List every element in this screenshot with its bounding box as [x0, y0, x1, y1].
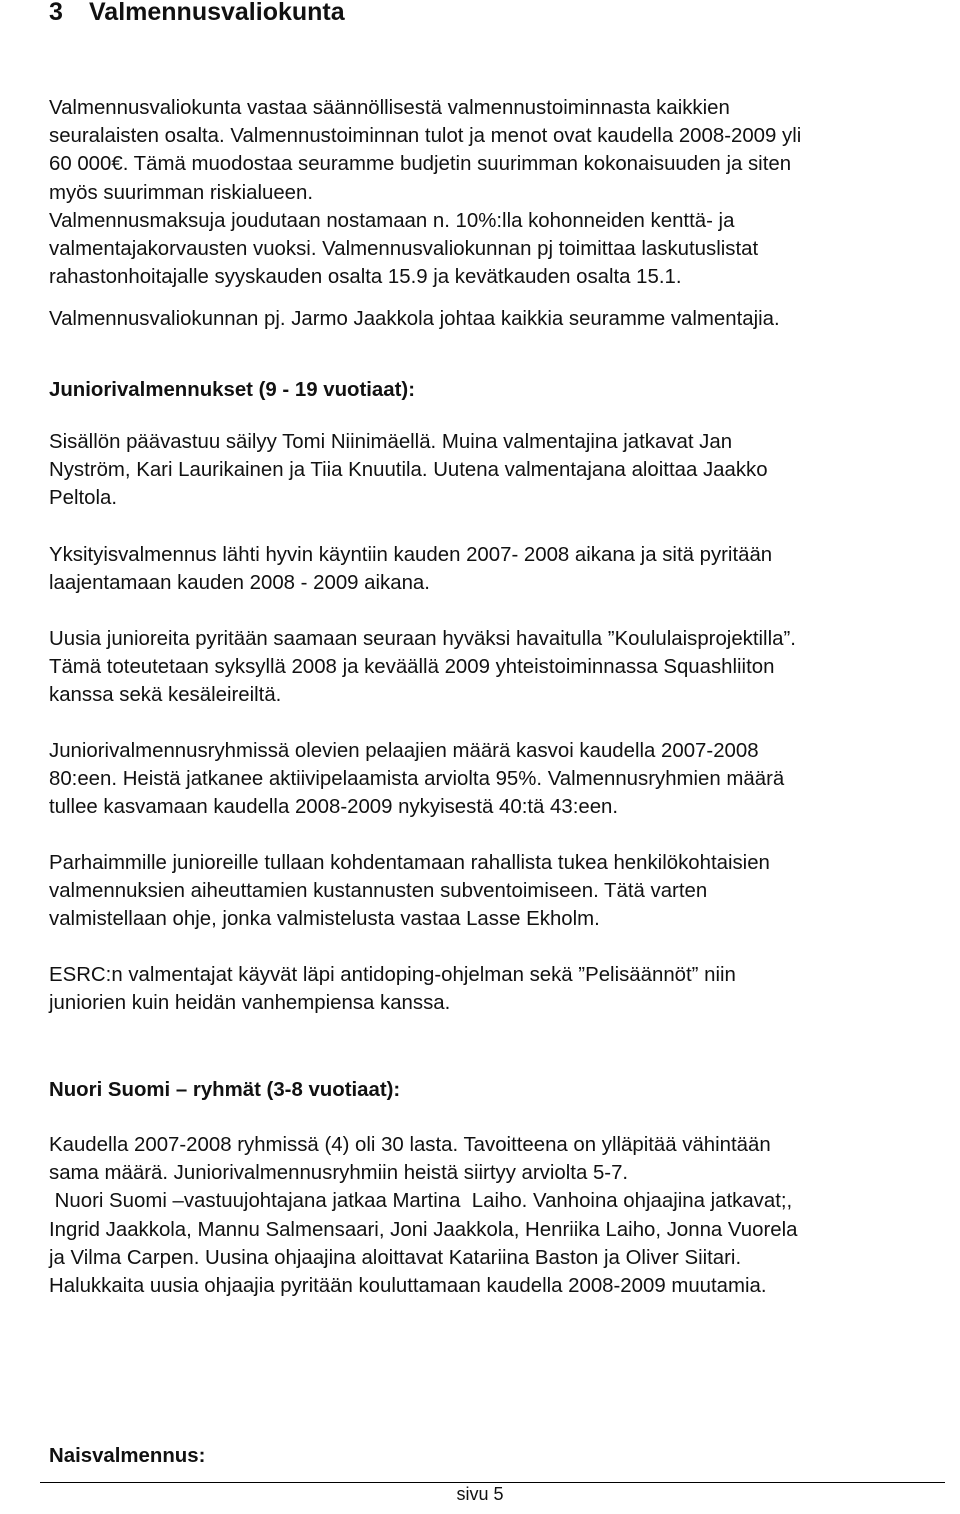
page-number: sivu 5 [456, 1484, 504, 1504]
text-line: 60 000€. Tämä muodostaa seuramme budjetin suurimman kokonaisuuden ja siten [49, 153, 792, 176]
text-line: Nuori Suomi –vastuujohtajana jatkaa Martina Laiho. Vanhoina ohjaajina jatkavat;, [49, 1190, 793, 1213]
text-line: tullee kasvamaan kaudella 2008-2009 nykyisestä 40:tä 43:een. [49, 796, 619, 819]
juniors-paragraph-groups [49, 737, 954, 822]
text-line: Juniorivalmennusryhmissä olevien pelaajien määrä kasvoi kaudella 2007-2008 [49, 740, 759, 762]
juniors-paragraph-antidoping [49, 961, 954, 1017]
text-line: myös suurimman riskialueen. [49, 181, 314, 204]
naisvalmennus-heading: Naisvalmennus: [49, 1445, 206, 1467]
text-line: kanssa sekä kesäleireiltä. [49, 684, 282, 707]
text-line: Nyström, Kari Laurikainen ja Tiia Knuutila. Uutena valmentajana aloittaa Jaakko [49, 459, 768, 482]
juniors-paragraph-support [49, 849, 954, 934]
text-line: Tämä toteutetaan syksyllä 2008 ja keväällä 2009 yhteistoiminnassa Squashliiton [49, 656, 775, 679]
text-line: sama määrä. Juniorivalmennusryhmiin heistä siirtyy arviolta 5-7. [49, 1162, 629, 1185]
text-line: Halukkaita uusia ohjaajia pyritään kouluttamaan kaudella 2008-2009 muutamia. [49, 1275, 767, 1298]
text-line: ja Vilma Carpen. Uusina ohjaajina aloittavat Katariina Baston ja Oliver Siitari. [49, 1246, 742, 1269]
section-heading [49, 0, 345, 27]
footer-divider [40, 1482, 945, 1483]
text-line: Peltola. [49, 487, 118, 510]
text-line: Kaudella 2007-2008 ryhmissä (4) oli 30 lasta. Tavoitteena on ylläpitää vähintään [49, 1134, 771, 1156]
text-line: seuralaisten osalta. Valmennustoiminnan tulot ja menot ovat kaudella 2008-2009 yli [49, 125, 802, 148]
text-line: valmennuksien aiheuttamien kustannusten subventoimiseen. Tätä varten [49, 880, 708, 903]
juniors-paragraph-coaches [49, 428, 954, 513]
text-line: Uusia junioreita pyritään saamaan seuraan hyväksi havaitulla ”Koululaisprojektilla”. [49, 628, 796, 650]
text-line: Valmennusmaksuja joudutaan nostamaan n. 10%:lla kohonneiden kenttä- ja [49, 209, 735, 232]
text-line: Sisällön päävastuu säilyy Tomi Niinimäellä. Muina valmentajina jatkavat Jan [49, 431, 733, 453]
text-line: Parhaimmille junioreille tullaan kohdentamaan rahallista tukea henkilökohtaisien [49, 852, 770, 874]
text-line: Yksityisvalmennus lähti hyvin käyntiin kauden 2007- 2008 aikana ja sitä pyritään [49, 544, 773, 566]
text-line: 80:een. Heistä jatkanee aktiivipelaamista arviolta 95%. Valmennusryhmien määrä [49, 768, 785, 791]
text-line: laajentamaan kauden 2008 - 2009 aikana. [49, 572, 430, 595]
text-line: valmistellaan ohje, jonka valmistelusta vastaa Lasse Ekholm. [49, 908, 600, 931]
intro-paragraph [49, 94, 954, 334]
text-line: juniorien kuin heidän vanhempiensa kanssa. [49, 992, 451, 1015]
text-line: Valmennusvaliokunta vastaa säännöllisestä valmennustoiminnasta kaikkien [49, 97, 730, 119]
text-line: valmentajakorvausten vuoksi. Valmennusvaliokunnan pj toimittaa laskutuslistat [49, 238, 759, 261]
text-line: rahastonhoitajalle syyskauden osalta 15.9 ja kevätkauden osalta 15.1. [49, 266, 682, 289]
nuori-suomi-heading: Nuori Suomi – ryhmät (3-8 vuotiaat): [49, 1079, 401, 1101]
juniors-heading: Juniorivalmennukset (9 - 19 vuotiaat): [49, 379, 415, 401]
text-line: Ingrid Jaakkola, Mannu Salmensaari, Joni Jaakkola, Henriika Laiho, Jonna Vuorela [49, 1218, 798, 1241]
juniors-paragraph-private [49, 541, 954, 597]
nuori-suomi-paragraph [49, 1131, 954, 1300]
text-line: ESRC:n valmentajat käyvät läpi antidoping-ohjelman sekä ”Pelisäännöt” niin [49, 964, 736, 986]
section-title: Valmennusvaliokunta [89, 0, 345, 26]
text-line: Valmennusvaliokunnan pj. Jarmo Jaakkola johtaa kaikkia seuramme valmentajia. [49, 308, 780, 331]
juniors-paragraph-recruit [49, 625, 954, 710]
section-number: 3 [49, 0, 63, 26]
